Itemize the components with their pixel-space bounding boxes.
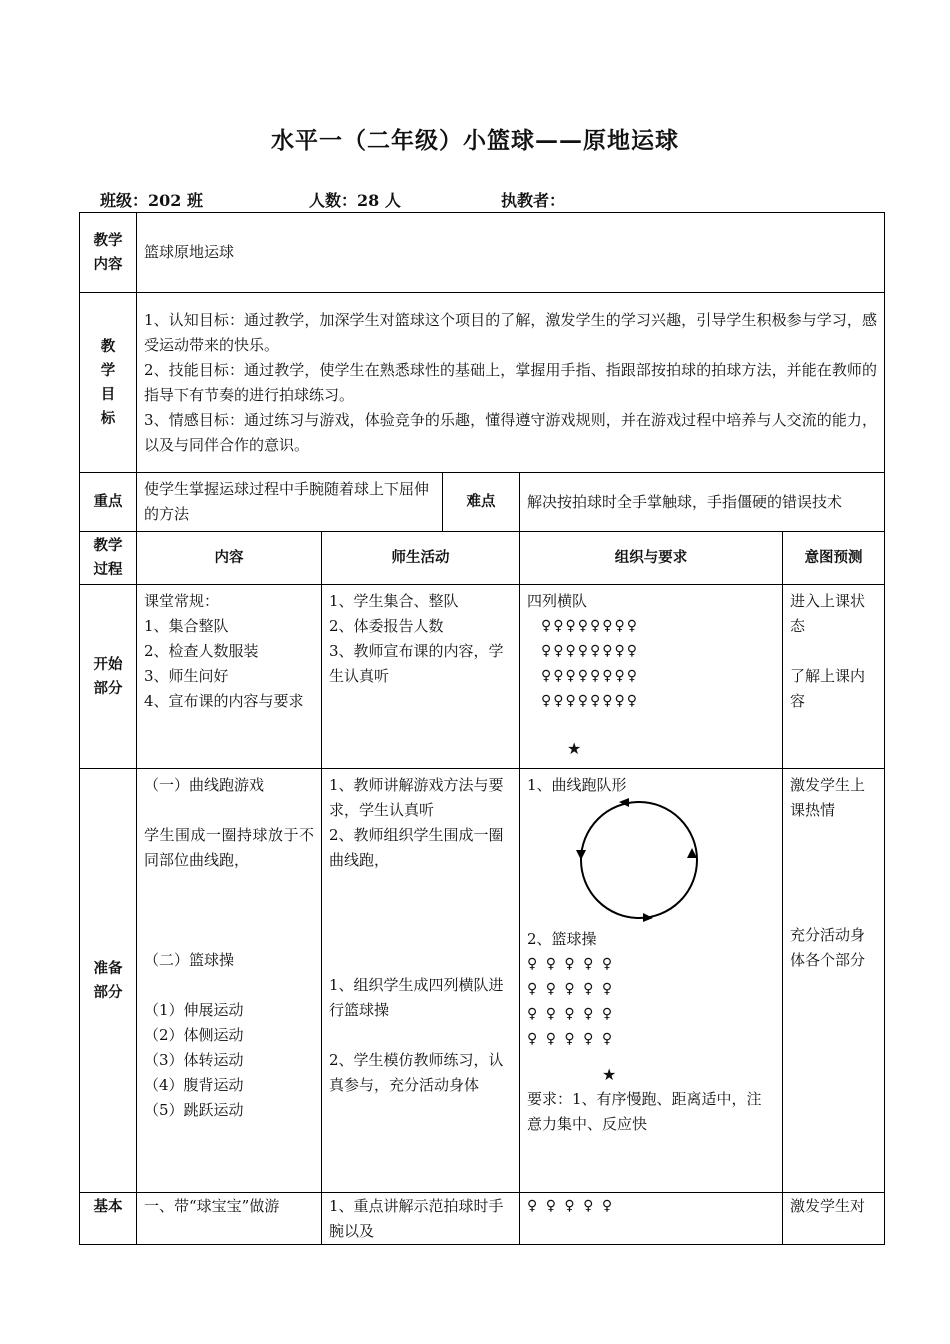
formation-row: ♀ ♀ ♀ ♀ ♀ [527, 1031, 615, 1047]
goal-cognitive: 1、认知目标：通过教学，加深学生对篮球这个项目的了解，激发学生的学习兴趣，引导学生积极参与学习，感受运动带来的快乐。 [144, 310, 878, 354]
content-text: 篮球原地运球 [137, 213, 885, 293]
prep-label-line2: 部分 [93, 984, 123, 1001]
process-label-line1: 教学 [93, 538, 123, 554]
process-label-line2: 过程 [93, 562, 123, 578]
content-label-line2: 内容 [93, 256, 123, 273]
formation-row: ♀ ♀ ♀ ♀ ♀ [527, 981, 615, 997]
basic-activity: 1、重点讲解示范拍球时手腕以及 [322, 1193, 520, 1245]
prep-activity-line: 2、教师组织学生围成一圈曲线跑， [329, 826, 504, 869]
content-label-line1: 教学 [93, 232, 123, 249]
start-section-row [80, 585, 885, 769]
start-content-line: 2、检查人数服装 [144, 642, 259, 660]
prep-org-title-2: 2、篮球操 [527, 930, 597, 948]
basic-label: 基本 [80, 1193, 137, 1245]
goals-row [80, 293, 885, 473]
formation-row: ♀ ♀ ♀ ♀ ♀ [527, 956, 615, 972]
goals-label-char: 目 [100, 386, 116, 403]
basic-intent: 激发学生对 [783, 1193, 885, 1245]
formation-row: ♀♀♀♀♀♀♀♀ [541, 668, 640, 684]
header-organization: 组织与要求 [520, 532, 783, 585]
run-circle [581, 802, 697, 918]
prep-requirement: 要求：1、有序慢跑、距离适中，注意力集中、反应快 [527, 1090, 762, 1133]
start-label [80, 585, 137, 769]
prep-exercise-title: （二）篮球操 [144, 951, 235, 969]
key-row [80, 473, 885, 532]
count-info: 人数：28 人 [309, 191, 401, 210]
difficulty-label: 难点 [443, 473, 520, 532]
prep-activity-line: 1、教师讲解游戏方法与要求，学生认真听 [329, 776, 504, 819]
teacher-info: 执教者： [501, 191, 566, 210]
start-intent-line: 进入上课状态 [790, 592, 866, 635]
content-label [80, 213, 137, 293]
header-activity: 师生活动 [322, 532, 520, 585]
prep-content [137, 769, 322, 1193]
difficulty-text: 解决按拍球时全手掌触球，手指僵硬的错误技术 [520, 473, 885, 532]
prep-organization [520, 769, 783, 1193]
formation-row: ♀♀♀♀♀♀♀♀ [541, 643, 640, 659]
start-activity [322, 585, 520, 769]
formation-row: ♀♀♀♀♀♀♀♀ [541, 693, 640, 709]
prep-activity-line: 1、组织学生成四列横队进行篮球操 [329, 976, 504, 1019]
prep-game-title: （一）曲线跑游戏 [144, 776, 265, 794]
basic-organization: ♀ ♀ ♀ ♀ ♀ [520, 1193, 783, 1245]
goal-skill: 2、技能目标：通过教学，使学生在熟悉球性的基础上，掌握用手指、指跟部按拍球的拍球方法，并能在教师的指导下有节奏的进行拍球练习。 [144, 360, 878, 404]
prep-intent [783, 769, 885, 1193]
header-intent: 意图预测 [783, 532, 885, 585]
content-row [80, 213, 885, 293]
start-org-title: 四列横队 [527, 592, 588, 610]
prep-activity [322, 769, 520, 1193]
arrow-icon [643, 913, 653, 922]
key-text: 使学生掌握运球过程中手腕随着球上下屈伸的方法 [137, 473, 443, 532]
goals-label [80, 293, 137, 473]
start-content-line: 1、集合整队 [144, 617, 229, 635]
goals-text [137, 293, 885, 473]
prep-exercise-item: （5）跳跃运动 [144, 1101, 244, 1119]
prep-section-row [80, 769, 885, 1193]
prep-game-desc: 学生围成一圈持球放于不同部位曲线跑， [144, 826, 314, 869]
prep-intent-line: 激发学生上课热情 [790, 776, 866, 819]
teacher-star-icon: ★ [567, 739, 582, 758]
prep-exercise-item: （2）体侧运动 [144, 1026, 244, 1044]
prep-intent-line: 充分活动身体各个部分 [790, 926, 866, 969]
start-activity-line: 3、教师宣布课的内容，学生认真听 [329, 642, 504, 685]
prep-label-line1: 准备 [93, 960, 123, 977]
page-title: 水平一（二年级）小篮球——原地运球 [271, 127, 679, 154]
prep-activity-line: 2、学生模仿教师练习，认真参与，充分活动身体 [329, 1051, 504, 1094]
start-intent-line: 了解上课内容 [790, 667, 866, 710]
formation-row: ♀ ♀ ♀ ♀ ♀ [527, 1006, 615, 1022]
prep-label [80, 769, 137, 1193]
lesson-plan-table [79, 212, 885, 1245]
process-header-row [80, 532, 885, 585]
start-content [137, 585, 322, 769]
goals-label-char: 标 [100, 410, 116, 427]
prep-exercise-item: （1）伸展运动 [144, 1001, 244, 1019]
start-label-line1: 开始 [93, 656, 123, 673]
prep-exercise-item: （4）腹背运动 [144, 1076, 244, 1094]
start-content-line: 课堂常规： [144, 592, 220, 610]
prep-exercise-item: （3）体转运动 [144, 1051, 244, 1069]
formation-row: ♀♀♀♀♀♀♀♀ [541, 618, 640, 634]
start-activity-line: 2、体委报告人数 [329, 617, 444, 635]
process-label [80, 532, 137, 585]
header-content: 内容 [137, 532, 322, 585]
class-info: 班级：202 班 [100, 191, 203, 210]
teacher-star-icon: ★ [602, 1065, 617, 1084]
start-label-line2: 部分 [93, 680, 123, 697]
start-content-line: 4、宣布课的内容与要求 [144, 692, 304, 710]
key-label: 重点 [80, 473, 137, 532]
start-organization [520, 585, 783, 769]
curve-run-circle-diagram [569, 798, 709, 923]
basic-content: 一、带“球宝宝”做游 [137, 1193, 322, 1245]
goals-label-char: 学 [100, 362, 116, 379]
goals-label-char: 教 [100, 338, 116, 355]
start-intent [783, 585, 885, 769]
goal-emotion: 3、情感目标：通过练习与游戏，体验竞争的乐趣，懂得遵守游戏规则，并在游戏过程中培养与人交流的能力，以及与同伴合作的意识。 [144, 410, 878, 454]
basic-section-row [80, 1193, 885, 1245]
start-activity-line: 1、学生集合、整队 [329, 592, 459, 610]
prep-org-title-1: 1、曲线跑队形 [527, 776, 627, 794]
start-content-line: 3、师生问好 [144, 667, 229, 685]
arrow-icon [576, 850, 586, 860]
